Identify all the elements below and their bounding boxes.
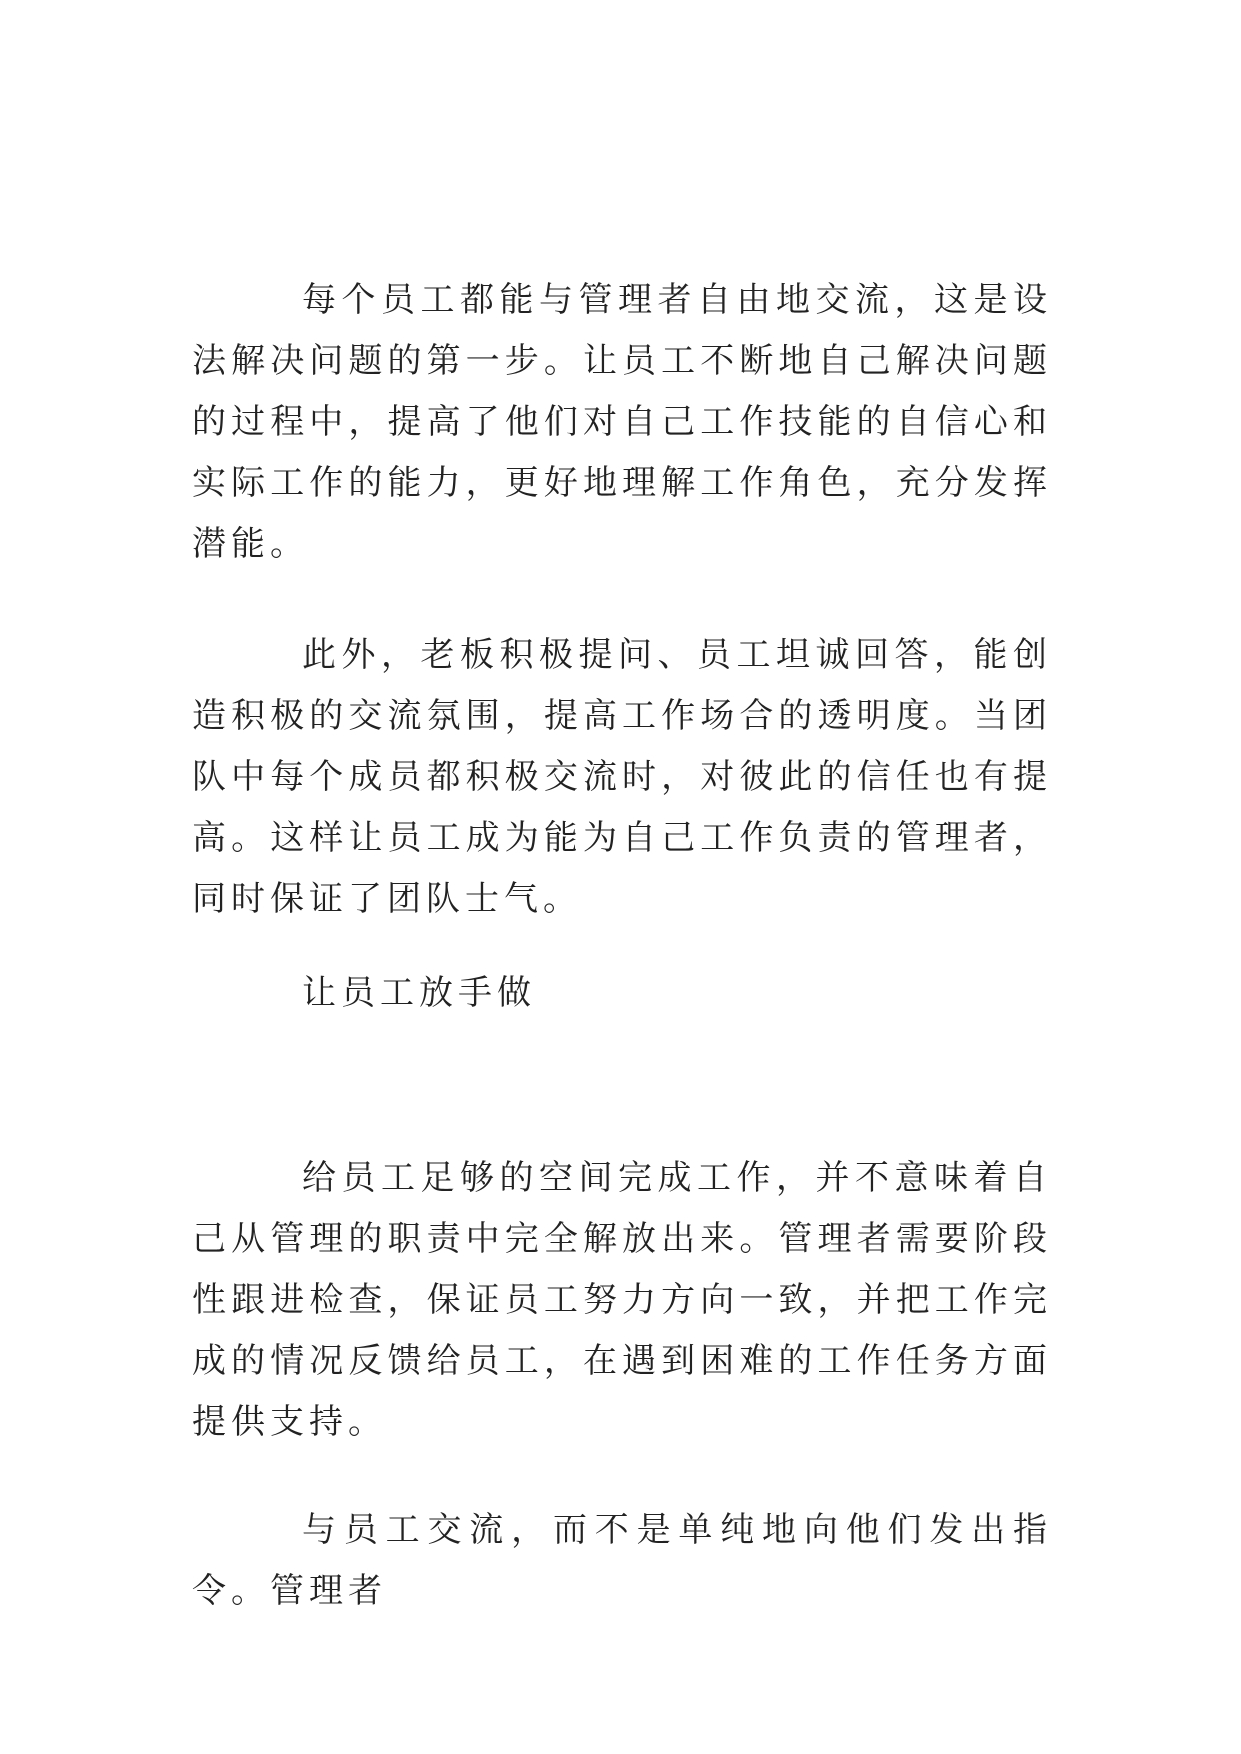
body-paragraph: 每个员工都能与管理者自由地交流，这是设法解决问题的第一步。让员工不断地自己解决问题的过程中，提高了他们对自己工作技能的自信心和实际工作的能力，更好地理解工作角色，充分发挥潜能。	[192, 280, 1052, 564]
body-paragraph: 给员工足够的空间完成工作，并不意味着自己从管理的职责中完全解放出来。管理者需要阶段性跟进检查，保证员工努力方向一致，并把工作完成的情况反馈给员工，在遇到困难的工作任务方面提供支持。	[192, 1158, 1052, 1442]
section-heading: 让员工放手做	[302, 973, 536, 1013]
body-paragraph: 与员工交流，而不是单纯地向他们发出指令。管理者	[192, 1510, 1052, 1611]
body-paragraph: 此外，老板积极提问、员工坦诚回答，能创造积极的交流氛围，提高工作场合的透明度。当团队中每个成员都积极交流时，对彼此的信任也有提高。这样让员工成为能为自己工作负责的管理者，同时保证了团队士气。	[192, 635, 1052, 919]
